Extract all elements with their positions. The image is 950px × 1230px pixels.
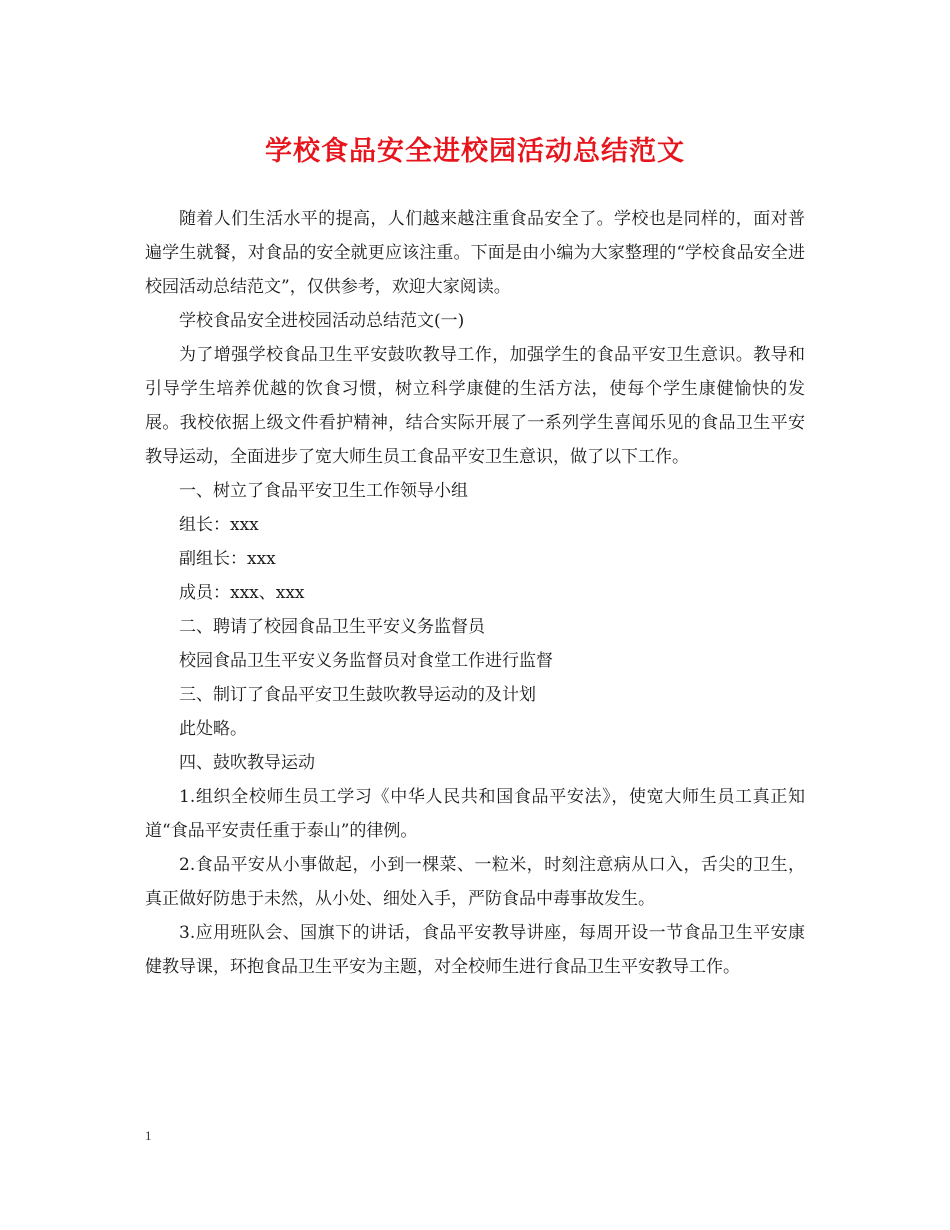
body-paragraph: 校园食品卫生平安义务监督员对食堂工作进行监督 xyxy=(179,651,553,671)
body-paragraph: 此处略。 xyxy=(179,719,247,739)
section-heading: 一、树立了食品平安卫生工作领导小组 xyxy=(179,481,468,501)
document-title: 学校食品安全进校园活动总结范文 xyxy=(265,136,685,167)
section-heading: 二、聘请了校园食品卫生平安义务监督员 xyxy=(179,617,485,637)
numbered-item: 2.食品平安从小事做起，小到一棵菜、一粒米，时刻注意病从口入，舌尖的卫生，真正做好防患于未然，从小处、细处入手，严防食品中毒事故发生。 xyxy=(145,855,805,909)
body-paragraph: 为了增强学校食品卫生平安鼓吹教导工作，加强学生的食品平安卫生意识。教导和引导学生培养优越的饮食习惯，树立科学康健的生活方法，使每个学生康健愉快的发展。我校依据上级文件看护精神，结合实际开展了一系列学生喜闻乐见的食品卫生平安教导运动，全面进步了宽大师生员工食品平安卫生意识，做了以下工作。 xyxy=(145,345,805,467)
list-item: 成员：xxx、xxx xyxy=(179,583,305,603)
intro-paragraph: 随着人们生活水平的提高，人们越来越注重食品安全了。学校也是同样的，面对普遍学生就餐，对食品的安全就更应该注重。下面是由小编为大家整理的“学校食品安全进校园活动总结范文”，仅供参考，欢迎大家阅读。 xyxy=(145,209,805,297)
numbered-item: 1.组织全校师生员工学习《中华人民共和国食品平安法》，使宽大师生员工真正知道“食品平安责任重于泰山”的律例。 xyxy=(145,787,805,841)
list-item: 副组长：xxx xyxy=(179,549,276,569)
section-heading: 学校食品安全进校园活动总结范文(一) xyxy=(179,311,465,331)
numbered-item: 3.应用班队会、国旗下的讲话，食品平安教导讲座，每周开设一节食品卫生平安康健教导课，环抱食品卫生平安为主题，对全校师生进行食品卫生平安教导工作。 xyxy=(145,923,805,977)
section-heading: 四、鼓吹教导运动 xyxy=(179,753,315,773)
document-body xyxy=(145,202,805,984)
section-heading: 三、制订了食品平安卫生鼓吹教导运动的及计划 xyxy=(179,685,536,705)
list-item: 组长：xxx xyxy=(179,515,259,535)
page-number: 1 xyxy=(145,1128,152,1143)
